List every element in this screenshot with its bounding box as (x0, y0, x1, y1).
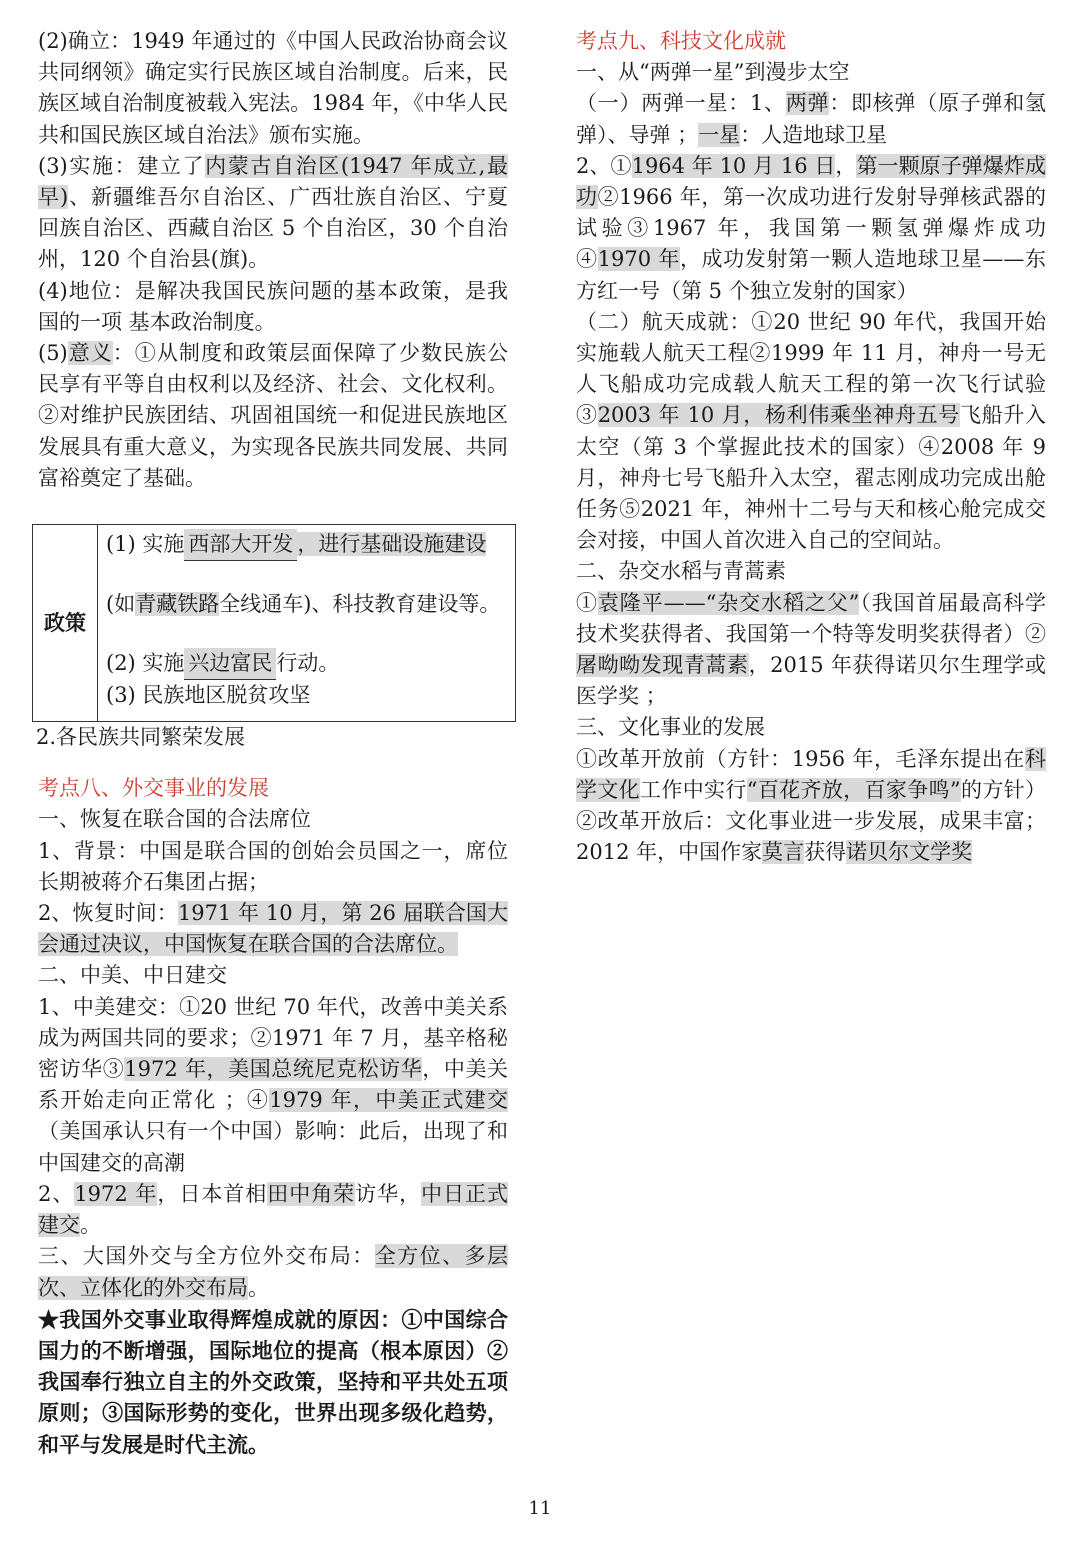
text: 。 (248, 1275, 269, 1300)
highlight: 袁隆平——“杂交水稻之父” (597, 590, 860, 615)
spacer (38, 494, 508, 518)
highlight: 诺贝尔文学奖 (846, 840, 973, 865)
highlight: 莫言 (762, 840, 805, 865)
highlight: 两弹 (785, 91, 830, 116)
meaning-paragraph (38, 338, 508, 494)
spacer (106, 561, 507, 589)
section8-title: 考点八、外交事业的发展 (38, 776, 269, 801)
highlight: 一星 (698, 122, 741, 147)
spacer (106, 620, 507, 648)
text: 工作中实行 (640, 777, 747, 802)
rice-paragraph (576, 588, 1046, 713)
highlight: 意义 (67, 341, 113, 366)
jp-relations (38, 1179, 508, 1241)
highlight: 内蒙古自治区(1947 年成立,最早) (38, 153, 508, 210)
policy-content (98, 525, 516, 722)
highlight: 屠呦呦发现青蒿素 (576, 653, 749, 678)
left-column (38, 26, 508, 1460)
text: ① (576, 590, 598, 615)
highlight: 1972 年 (74, 1181, 158, 1206)
policy-line-3 (106, 648, 507, 680)
establish-paragraph: (2)确立：1949 年通过的《中国人民政治协商会议共同纲领》确定实行民族区域自治制度。后来，民族区域自治制度被载入宪法。1984 年，《中华人民共和国民族区域自治法》颁布实施。 (38, 29, 508, 147)
text: （我国首届最高科学技术奖获得者、我国第一个特等发明奖获得者）② (576, 590, 1046, 646)
text: ，中美关系开始走向正常化 ；④ (38, 1057, 509, 1113)
reasons-paragraph: ★我国外交事业取得辉煌成就的原因：①中国综合国力的不断增强，国际地位的提高（根本原因）②我国奉行独立自主的外交政策，坚持和平共处五项原则；③国际形势的变化，世界出现多级化趋势，和平与发展是时代主流。 (38, 1306, 508, 1457)
highlight: 田中角荣 (267, 1181, 356, 1206)
space-title: 一、从“两弹一星”到漫步太空 (576, 60, 850, 85)
text: ：人造地球卫星 (740, 122, 888, 147)
text: 获得 (804, 840, 847, 865)
highlight: 1964 年 10 月 16 日 (631, 153, 836, 178)
spacer (38, 753, 508, 773)
highlight: 2003 年 10 月，杨利伟乘坐神舟五号 (597, 403, 960, 428)
text: ，进行基础设施建设 (297, 532, 487, 557)
page-number: 11 (528, 1498, 552, 1519)
highlight: 1979 年，中美正式建交 (269, 1088, 508, 1113)
text: （美国承认只有一个中国）影响：此后，出现了和中国建交的高潮 (38, 1119, 508, 1175)
text: ，日本首相 (157, 1181, 268, 1206)
status-paragraph: (4)地位：是解决我国民族问题的基本政策，是我国的一项 基本政治制度。 (38, 278, 508, 334)
highlight: 第一颗原子弹爆炸成功 (576, 153, 1047, 210)
text: (3)实施：建立了 (38, 153, 206, 178)
aerospace-paragraph (576, 307, 1046, 557)
highlight: 科学文化 (576, 746, 1046, 802)
text: (如 (106, 592, 136, 617)
policy-table (32, 524, 516, 722)
text: 2、恢复时间： (38, 901, 178, 926)
diplomacy-layout (38, 1241, 508, 1303)
blank-fill: 西部大开发 (184, 529, 297, 561)
diplomacy-title: 二、中美、中日建交 (38, 963, 227, 988)
text: ①改革开放前（方针：1956 年，毛泽东提出在 (576, 746, 1025, 771)
implement-paragraph (38, 151, 508, 276)
text: 2、 (38, 1181, 75, 1206)
policy-line-4: (3) 民族地区脱贫攻坚 (106, 683, 311, 708)
text: 飞船升入太空（第 3 个掌握此技术的国家）④2008 年 9 月，神舟七号飞船升入太空，翟志刚成功完成出舱任务⑤2021 年，神州十二号与天和核心舱完成交会对接，中国人首次进入自己的空间站。 (576, 403, 1047, 553)
highlight: 1970 年 (597, 247, 680, 272)
text: 全线通车)、科技教育建设等。 (219, 592, 501, 617)
events-paragraph (576, 151, 1046, 307)
un-background: 1、背景：中国是联合国的创始会员国之一，席位长期被蒋介石集团占据； (38, 838, 508, 894)
highlight: 青藏铁路 (135, 592, 220, 617)
text: ：①从制度和政策层面保障了少数民族公民享有平等自由权利以及经济、社会、文化权利。②对维护民族团结、巩固祖国统一和促进民族地区发展具有重大意义，为实现各民族共同发展、共同富裕奠定了基础。 (38, 341, 509, 490)
text: ，2015 年获得诺贝尔生理学或医学奖 ； (576, 653, 1046, 709)
text: （二）航天成就：①20 世纪 90 年代，我国开始实施载人航天工程②1999 年 11 月，神舟一号无人飞船成功完成载人航天工程的第一次飞行试验 ③ (576, 309, 1046, 428)
us-relations (38, 992, 508, 1179)
culture-paragraph (576, 744, 1046, 869)
culture-title: 三、文化事业的发展 (576, 715, 765, 740)
text: 2、① (576, 153, 632, 178)
un-time (38, 898, 508, 960)
text: ， (835, 153, 857, 178)
policy-line-1 (106, 529, 507, 561)
highlight: 全方位、多层次、立体化的外交布局 (38, 1244, 508, 1300)
section9-title: 考点九、科技文化成就 (576, 29, 786, 53)
highlight: 1972 年，美国总统尼克松访华 (124, 1057, 423, 1082)
text: 三、大国外交与全方位外交布局： (38, 1244, 375, 1269)
text: ②1966 年，第一次成功进行发射导弹核武器的试验③1967 年，我国第一颗氢弹爆炸成功④ (576, 185, 1046, 272)
highlight: 1971 年 10 月，第 26 届联合国大会通过决议，中国恢复在联合国的合法席位。 (38, 901, 508, 957)
text: (1) 实施 (106, 532, 185, 557)
rice-title: 二、杂交水稻与青蒿素 (576, 559, 786, 584)
text: 访华， (355, 1181, 422, 1206)
text: 、新疆维吾尔自治区、广西壮族自治区、宁夏回族自治区、西藏自治区 5 个自治区，30 个自治州，120 个自治县(旗)。 (38, 185, 508, 272)
un-title: 一、恢复在联合国的合法席位 (38, 807, 311, 832)
policy-line-2 (106, 589, 507, 620)
bombs-paragraph (576, 88, 1046, 150)
text: (2) 实施 (106, 651, 185, 676)
prosper-paragraph: 2.各民族共同繁荣发展 (36, 725, 246, 750)
text: ：即核弹（原子弹和氢弹）、导弹 ； (576, 91, 1047, 147)
text: （一）两弹一星：1、 (576, 91, 786, 116)
highlight: 中日正式建交 (38, 1181, 509, 1238)
text: ，成功发射第一颗人造地球卫星——东方红一号（第 5 个独立发射的国家） (576, 247, 1046, 303)
highlight: “百花齐放，百家争鸣” (746, 777, 961, 802)
text: 行动。 (276, 651, 340, 676)
policy-header: 政策 (33, 525, 98, 722)
right-column (576, 26, 1046, 868)
text: 。 (80, 1213, 101, 1238)
blank-fill: 兴边富民 (184, 648, 276, 680)
text: 的方针）②改革开放后：文化事业进一步发展，成果丰富；2012 年，中国作家 (576, 777, 1047, 865)
text: (5) (38, 341, 68, 366)
text: 1、中美建交：①20 世纪 70 年代，改善中美关系成为两国共同的要求；②1971 年 7 月，基辛格秘密访华③ (38, 994, 508, 1082)
